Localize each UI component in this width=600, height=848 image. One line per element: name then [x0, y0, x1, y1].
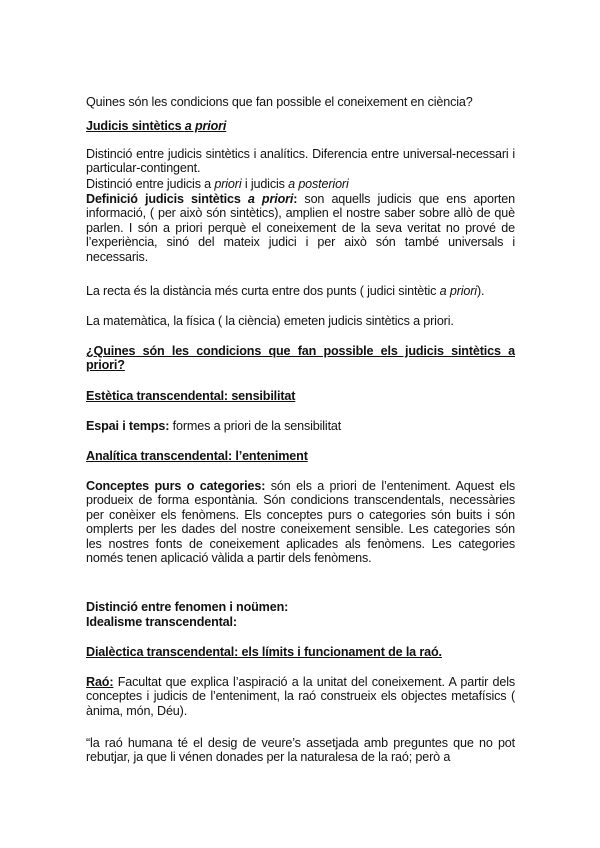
heading-conditions-question: ¿Quines són les condicions que fan possible els judicis sintètics a priori? [86, 344, 515, 373]
text: La recta és la distància més curta entre dos punts ( judici sintètic [86, 284, 440, 298]
paragraph-mathematics-physics: La matemàtica, la física ( la ciència) emeten judicis sintètics a priori. [86, 314, 454, 328]
definition-colon: : [293, 192, 298, 206]
text: ). [476, 284, 485, 298]
pure-concepts-label: Conceptes purs o categories: [86, 479, 266, 493]
heading-transcendental-idealism: Idealisme transcendental: [86, 615, 237, 629]
paragraph-distinction-synthetic-analytic: Distinció entre judicis sintètics i analítics. Diferencia entre universal-necessari i particular-contingent. [86, 147, 515, 176]
paragraph-quote: “la raó humana té el desig de veure’s assetjada amb preguntes que no pot rebutjar, ja que li vénen donades per la naturalesa de la raó; però a [86, 736, 515, 765]
paragraph-example-straight-line [86, 284, 515, 298]
italic-term: a priori [439, 284, 477, 298]
definition-label-italic: a priori [247, 192, 294, 206]
paragraph-pure-concepts [86, 479, 515, 565]
paragraph-distinction-a-priori-a-posteriori [86, 177, 515, 191]
space-time-text: formes a priori de la sensibilitat [169, 419, 342, 433]
paragraph-space-time [86, 419, 515, 433]
reason-label: Raó: [86, 675, 114, 689]
paragraph-definition [86, 192, 515, 264]
intro-question: Quines són les condicions que fan possible el coneixement en ciència? [86, 95, 473, 109]
heading-italic: a priori [184, 119, 227, 133]
heading-transcendental-dialectic: Dialèctica transcendental: els límits i funcionament de la raó. [86, 645, 442, 659]
heading-text: Judicis sintètics [86, 119, 185, 133]
definition-label: Definició judicis sintètics [86, 192, 248, 206]
text: i judicis [241, 177, 289, 191]
reason-text: Facultat que explica l’aspiració a la unitat del coneixement. A partir dels conceptes i judicis de l’enteniment, la raó construeix els objectes metafísics ( ànima, món, Déu). [86, 675, 515, 718]
heading-synthetic-a-priori [86, 119, 515, 133]
pure-concepts-text: són els a priori de l’enteniment. Aquest els produeix de forma espontània. Són condicions transcendentals, necessàries per conèixer els fenòmens. Els conceptes purs o categories són buits i són omplerts per les dades del nostre coneixement sensible. Les categories són les nostres fonts de coneixement aplicades als fenòmens. Les categories només tenen aplicació vàlida a partir dels fenòmens. [86, 479, 516, 566]
heading-transcendental-aesthetic: Estètica transcendental: sensibilitat [86, 389, 296, 403]
italic-term: a posteriori [288, 177, 349, 191]
italic-term: priori [214, 177, 242, 191]
heading-transcendental-analytic: Analítica transcendental: l’enteniment [86, 449, 308, 463]
heading-phenomenon-noumenon: Distinció entre fenomen i noümen: [86, 600, 289, 614]
space-time-label: Espai i temps: [86, 419, 170, 433]
definition-text: son aquells judicis que ens aporten informació, ( per això són sintètics), amplien el nostre saber sobre allò de què parlen. I són a priori perquè el coneixement de la seva veritat no prové de l’experiència, sinó del mateix judici i per això són també universals i necessaris. [86, 192, 515, 264]
text: Distinció entre judicis a [86, 177, 215, 191]
paragraph-reason [86, 675, 515, 718]
